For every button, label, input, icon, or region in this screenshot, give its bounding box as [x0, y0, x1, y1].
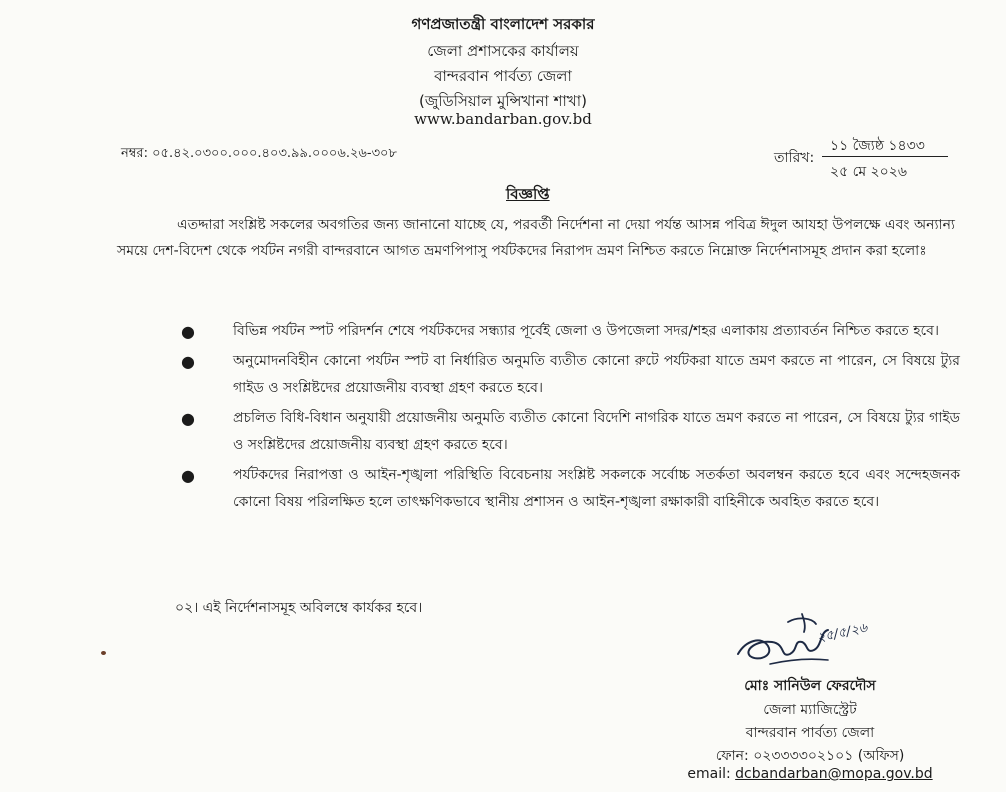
date-gregorian: ২৫ মে ২০২৬ — [830, 164, 907, 180]
list-item-text: প্রচলিত বিধি-বিধান অনুযায়ী প্রয়োজনীয় অনুমতি ব্যতীত কোনো বিদেশি নাগরিক যাতে ভ্রমণ করতে না পারেন, সে বিষয়ে ট্যুর গাইড ও সংশ্লিষ্টদের প্রয়োজনীয় ব্যবস্থা গ্রহণ করতে হবে। — [233, 410, 960, 453]
signatory-name: মোঃ সানিউল ফেরদৌস — [744, 678, 876, 694]
list-item — [181, 405, 960, 459]
intro-text: এতদ্দারা সংশ্লিষ্ট সকলের অবগতির জন্য জানানো যাচ্ছে যে, পরবর্তী নির্দেশনা না দেয়া পর্যন্ত আসন্ন পবিত্র ঈদুল আযহা উপলক্ষে এবং অন্যান্য সময়ে দেশ-বিদেশ থেকে পর্যটন নগরী বান্দরবানে আগত ভ্রমণপিপাসু পর্যটকদের নিরাপদ ভ্রমণ নিশ্চিত করতে নিম্নোক্ত নির্দেশনাসমূহ প্রদান করা হলোঃ — [117, 217, 955, 259]
signatory-phone: ফোন: ০২৩৩৩৩০২১০১ (অফিস) — [715, 748, 905, 764]
list-item — [181, 462, 960, 516]
district-name: বান্দরবান পার্বত্য জেলা — [434, 67, 572, 85]
bullet-icon: ● — [181, 352, 195, 371]
closing-paragraph: ০২। এই নির্দেশনাসমূহ অবিলম্বে কার্যকর হবে। — [175, 600, 423, 616]
bullet-icon: ● — [181, 466, 195, 485]
bullet-icon: ● — [181, 322, 195, 341]
signature-date: ২৫/৫/২৬ — [815, 620, 869, 646]
directive-list — [181, 318, 960, 519]
date-label: তারিখ: — [774, 150, 815, 166]
list-item-text: বিভিন্ন পর্যটন স্পট পরিদর্শন শেষে পর্যটকদের সন্ধ্যার পূর্বেই জেলা ও উপজেলা সদর/শহর এলাকায় প্রত্যাবর্তন নিশ্চিত করতে হবে। — [233, 323, 939, 339]
handwritten-signature — [728, 602, 888, 674]
notice-title: বিজ্ঞপ্তি — [506, 185, 550, 203]
bullet-icon: ● — [181, 409, 195, 428]
office-name: জেলা প্রশাসকের কার্যালয় — [427, 42, 579, 60]
signatory-email — [640, 766, 980, 782]
date-bangla: ১১ জ্যৈষ্ঠ ১৪৩৩ — [830, 138, 925, 154]
government-name: গণপ্রজাতন্ত্রী বাংলাদেশ সরকার — [411, 15, 595, 33]
signatory-district: বান্দরবান পার্বত্য জেলা — [745, 725, 875, 741]
list-item-text: অনুমোদনবিহীন কোনো পর্যটন স্পট বা নির্ধারিত অনুমতি ব্যতীত কোনো রুটে পর্যটকরা যাতে ভ্রমণ করতে না পারেন, সে বিষয়ে ট্যুর গাইড ও সংশ্লিষ্টদের প্রয়োজনীয় ব্যবস্থা গ্রহণ করতে হবে। — [233, 353, 960, 396]
memo-number: নম্বর: ০৫.৪২.০৩০০.০০০.৪০৩.৯৯.০০০৬.২৬-৩০৮ — [121, 146, 397, 161]
date-divider — [822, 156, 948, 157]
list-item — [181, 318, 960, 345]
branch-name: (জুডিসিয়াল মুন্সিখানা শাখা) — [419, 92, 587, 110]
paper-mark — [101, 651, 106, 655]
list-item-text: পর্যটকদের নিরাপত্তা ও আইন-শৃঙ্খলা পরিস্থিতি বিবেচনায় সংশ্লিষ্ট সকলকে সর্বোচ্চ সতর্কতা অবলম্বন করতে হবে এবং সন্দেহজনক কোনো বিষয় পরিলক্ষিত হলে তাৎক্ষণিকভাবে স্থানীয় প্রশাসন ও আইন-শৃঙ্খলা রক্ষাকারী বাহিনীকে অবহিত করতে হবে। — [233, 467, 960, 510]
email-link[interactable]: dcbandarban@mopa.gov.bd — [735, 766, 933, 782]
signatory-designation: জেলা ম্যাজিস্ট্রেট — [763, 702, 857, 718]
email-label: email: — [687, 766, 731, 782]
intro-paragraph — [117, 212, 955, 264]
website-link[interactable]: www.bandarban.gov.bd — [414, 110, 592, 128]
list-item — [181, 348, 960, 402]
